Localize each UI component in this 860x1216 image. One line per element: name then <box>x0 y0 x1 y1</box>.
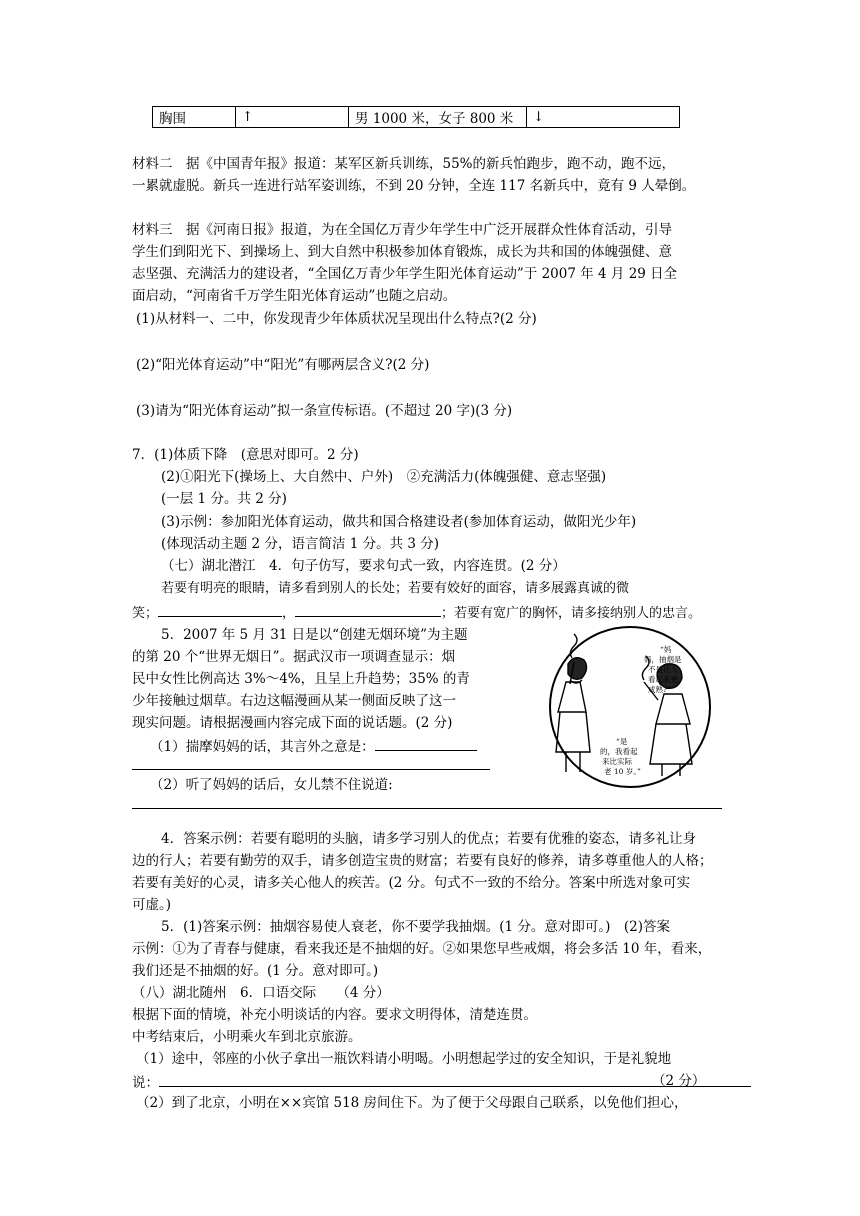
answer-5-line: 我们还是不抽烟的好。(1 分。意对即可。) <box>132 963 379 979</box>
section-8-heading: （八）湖北随州 6．口语交际 （4 分） <box>132 985 390 1001</box>
answer-7-line: (体现活动主题 2 分，语言简洁 1 分。共 3 分) <box>161 536 440 552</box>
question-3: (3)请为“阳光体育运动”拟一条宣传标语。(不超过 20 字)(3 分) <box>136 403 513 419</box>
question-5-part-2: （2）听了妈妈的话后，女儿禁不住说道: <box>150 777 393 793</box>
mother-speech: 老 10 岁。” <box>604 767 641 776</box>
answer-5-line: 5．(1)答案示例：抽烟容易使人衰老，你不要学我抽烟。(1 分。意对即可。) (2)答案 <box>161 919 670 935</box>
question-5-line: 的第 20 个“世界无烟日”。据武汉市一项调查显示：烟 <box>132 649 456 665</box>
imitation-text: ；若要有宽广的胸怀，请多接纳别人的忠言。 <box>441 606 702 621</box>
daughter-speech: 不是让人 <box>648 665 678 674</box>
answer-7-line: (2)①阳光下(操场上、大自然中、户外) ②充满活力(体魄强健、意志坚强) <box>161 469 607 485</box>
smoking-cartoon <box>540 624 720 790</box>
material-3-line: 材料三 据《河南日报》报道，为在全国亿万青少年学生中广泛开展群众性体育活动，引导 <box>132 222 672 238</box>
section-8-line: 根据下面的情境，补充小明谈话的内容。要求文明得体，清楚连贯。 <box>132 1007 537 1023</box>
table-cell: 男 1000 米，女子 800 米 <box>349 107 527 128</box>
daughter-speech: 成熟?” <box>648 685 671 694</box>
question-2: (2)“阳光体育运动”中“阳光”有哪两层含义?(2 分) <box>136 357 430 373</box>
material-2-line: 一累就虚脱。新兵一连进行站军姿训练，不到 20 分钟，全连 117 名新兵中，竟有 9 人晕倒。 <box>132 178 696 194</box>
answer-7-line: 7．(1)体质下降 (意思对即可。2 分) <box>132 447 359 463</box>
material-3-line: 志坚强、充满活力的建设者，“全国亿万青少年学生阳光体育运动”于 2007 年 4 月 29 日全 <box>132 266 678 282</box>
imitation-line-1: 若要有明亮的眼睛，请多看到别人的长处；若要有姣好的面容，请多展露真诚的微 <box>161 581 630 596</box>
material-2-line: 材料二 据《中国青年报》报道：某军区新兵训练，55%的新兵怕跑步，跑不动，跑不远， <box>132 156 676 172</box>
answer-4-line: 边的行人；若要有勤劳的双手，请多创造宝贵的财富；若要有良好的修养，请多尊重他人的人格； <box>132 853 713 869</box>
answer-5-line: 示例：①为了青春与健康，看来我还是不抽烟的好。②如果您早些戒烟，将会多活 10 年，看来， <box>132 941 712 957</box>
answer-blank[interactable] <box>295 602 441 617</box>
table-cell: 胸围 <box>153 107 236 128</box>
question-5-part-1 <box>150 736 477 756</box>
mother-speech: “是 <box>616 737 628 746</box>
table-cell: ↑ <box>236 107 349 128</box>
answer-4-line: 若要有美好的心灵，请多关心他人的疾苦。(2 分。句式不一致的不给分。答案中所选对象可实 <box>132 875 691 891</box>
material-3-line: 学生们到阳光下、到操场上、到大自然中积极参加体育锻炼，成长为共和国的体魄强健、意 <box>132 244 672 260</box>
points-label: （2 分） <box>652 1073 706 1089</box>
question-5-line: 民中女性比例高达 3%～4%，且呈上升趋势；35% 的青 <box>132 671 470 687</box>
daughter-speech: 看起来更 <box>648 675 678 684</box>
daughter-speech: “妈 <box>660 645 672 654</box>
imitation-text: ， <box>282 606 296 621</box>
daughter-speech: 妈，抽烟是 <box>644 655 682 664</box>
fitness-table <box>152 106 680 128</box>
imitation-text: 笑； <box>132 606 159 621</box>
mother-speech: 来比实际 <box>602 757 632 766</box>
answer-blank[interactable] <box>158 602 282 617</box>
answer-line[interactable] <box>132 808 722 809</box>
answer-7-line: (3)示例：参加阳光体育运动，做共和国合格建设者(参加体育运动，做阳光少年) <box>161 514 637 530</box>
answer-4-line: 4．答案示例：若要有聪明的头脑，请多学习别人的优点；若要有优雅的姿态，请多礼让身 <box>161 831 697 847</box>
answer-4-line: 可虚。) <box>132 897 172 913</box>
question-1: (1)从材料一、二中，你发现青少年体质状况呈现出什么特点?(2 分) <box>136 311 537 327</box>
question-5-line: 5．2007 年 5 月 31 日是以“创建无烟环境”为主题 <box>161 627 468 643</box>
section-8-line: 中考结束后，小明乘火车到北京旅游。 <box>132 1029 362 1045</box>
answer-7-line: (一层 1 分。共 2 分) <box>161 491 287 507</box>
section-8-line: （1）途中，邻座的小伙子拿出一瓶饮料请小明喝。小明想起学过的安全知识，于是礼貌地 <box>136 1051 672 1067</box>
answer-line[interactable] <box>132 769 490 770</box>
prompt-text: 说： <box>132 1075 159 1091</box>
section-8-line: （2）到了北京，小明在××宾馆 518 房间住下。为了便于父母跟自己联系，以免他们担心， <box>136 1095 688 1111</box>
answer-blank[interactable] <box>375 736 477 751</box>
material-3-line: 面启动，“河南省千万学生阳光体育运动”也随之启动。 <box>132 288 457 304</box>
table-row <box>153 107 680 128</box>
mother-speech: 的，我看起 <box>600 747 638 756</box>
imitation-line-2 <box>132 602 701 623</box>
prompt-text: （1）揣摩妈妈的话，其言外之意是： <box>150 739 375 755</box>
question-5-line: 少年接触过烟草。右边这幅漫画从某一侧面反映了这一 <box>132 693 456 709</box>
table-cell: ↓ <box>527 107 680 128</box>
question-5-line: 现实问题。请根据漫画内容完成下面的说话题。(2 分) <box>132 715 453 731</box>
section-7-heading: （七）湖北潜江 4．句子仿写，要求句式一致，内容连贯。(2 分） <box>161 558 566 574</box>
